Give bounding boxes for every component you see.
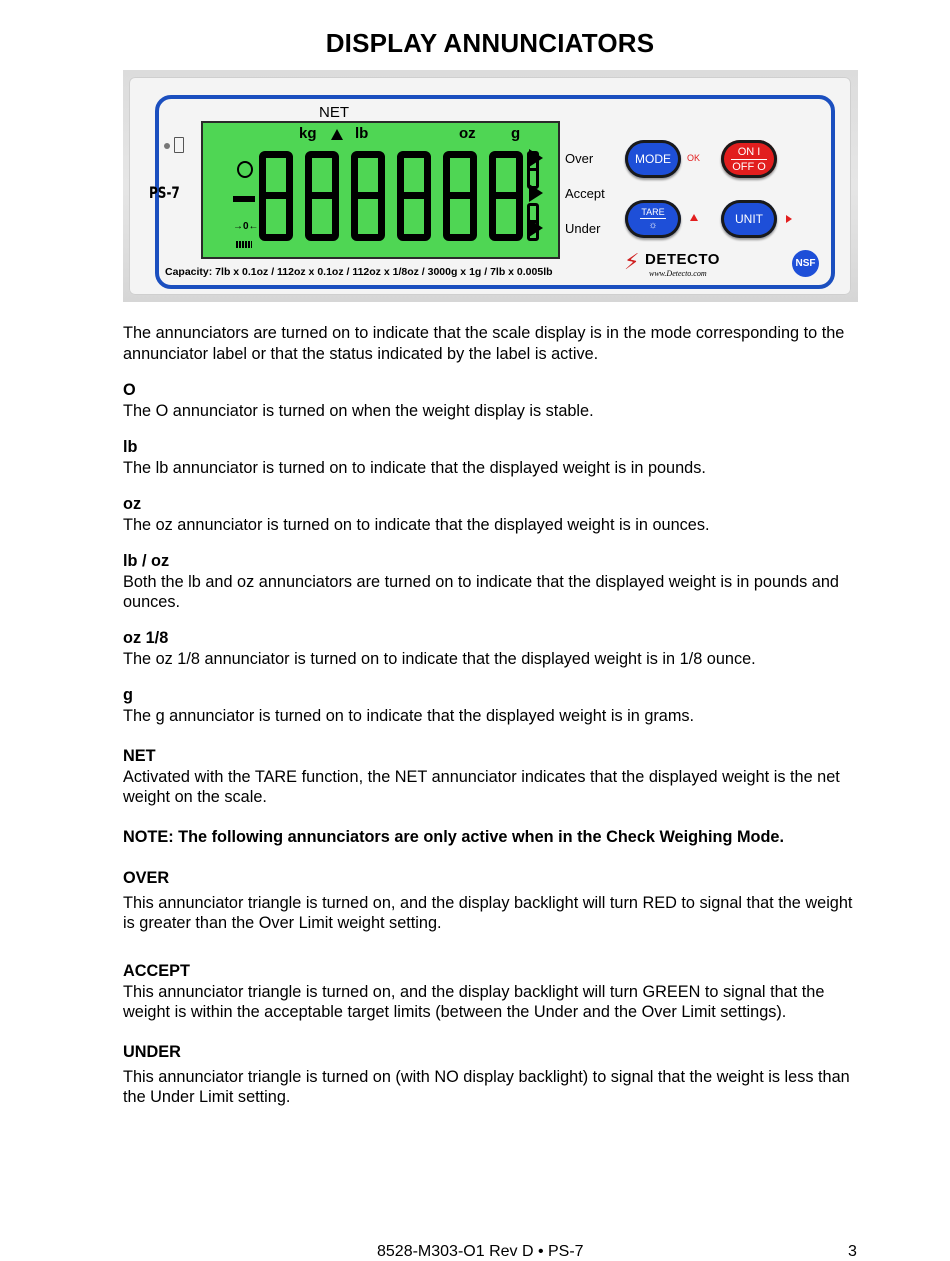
tare-button[interactable] [625, 200, 681, 238]
page-number: 3 [848, 1243, 857, 1260]
tare-button-label: TARE [641, 207, 665, 217]
unit-g: g [511, 125, 521, 142]
off-label: OFF O [732, 160, 766, 173]
accept-triangle-icon [529, 184, 543, 202]
unit-oz: oz [459, 125, 476, 142]
on-label: ON I [737, 145, 761, 158]
divider [640, 218, 666, 219]
item-heading: oz [123, 495, 142, 513]
annunciator-item [123, 685, 863, 726]
item-heading: NET [123, 747, 156, 765]
item-text: Activated with the TARE function, the NET annunciator indicates that the displayed weight is the net weight on the scale. [123, 767, 840, 806]
over-triangle-icon [529, 149, 543, 167]
check-weighing-note: NOTE: The following annunciators are only active when in the Check Weighing Mode. [123, 828, 784, 846]
accept-label: Accept [565, 186, 605, 201]
item-heading: lb [123, 438, 138, 456]
under-label: Under [565, 221, 601, 236]
lcd-digit [305, 151, 339, 241]
right-arrow-icon [786, 215, 792, 223]
lcd-digit [259, 151, 293, 241]
item-heading: g [123, 686, 133, 704]
annunciator-item [123, 437, 863, 478]
intro-paragraph: The annunciators are turned on to indicate that the scale display is in the mode corresponding to the annunciator label or that the status indicated by the label is active. [123, 324, 845, 363]
item-heading: O [123, 381, 136, 399]
item-text: This annunciator triangle is turned on, and the display backlight will turn RED to signal that the weight is greater than the Over Limit weight setting. [123, 893, 853, 932]
annunciator-item [123, 1042, 863, 1108]
annunciator-item [123, 628, 863, 669]
divider [731, 159, 767, 160]
lcd-digit [489, 151, 523, 241]
item-heading: UNDER [123, 1043, 181, 1061]
minus-sign [233, 196, 255, 202]
power-button[interactable] [721, 140, 777, 178]
brand-url: www.Detecto.com [649, 269, 707, 278]
scale-display-photo [123, 70, 858, 302]
lcd-digit [397, 151, 431, 241]
capacity-label: Capacity: 7lb x 0.1oz / 112oz x 0.1oz / 112oz x 1/8oz / 3000g x 1g / 7lb x 0.005lb [165, 266, 553, 278]
model-label: PS-7 [149, 183, 180, 202]
item-heading: oz 1/8 [123, 629, 169, 647]
annunciator-item [123, 551, 863, 613]
item-text: The oz annunciator is turned on to indicate that the displayed weight is in ounces. [123, 515, 710, 534]
page-title: DISPLAY ANNUNCIATORS [325, 28, 655, 58]
item-text: The lb annunciator is turned on to indicate that the displayed weight is in pounds. [123, 458, 706, 477]
item-heading: OVER [123, 869, 170, 887]
zero-icon: →0← [233, 221, 259, 232]
annunciator-item [123, 961, 863, 1023]
unit-lb: lb [355, 125, 369, 142]
item-text: The O annunciator is turned on when the weight display is stable. [123, 401, 594, 420]
low-battery-icon [236, 241, 252, 248]
net-triangle-icon [331, 129, 343, 140]
mode-button[interactable] [625, 140, 681, 178]
over-label: Over [565, 151, 594, 166]
backlight-icon: ☼ [648, 220, 658, 231]
lcd-display [201, 121, 560, 259]
annunciator-item [123, 380, 863, 421]
unit-button[interactable] [721, 200, 777, 238]
unit-kg: kg [299, 125, 317, 142]
battery-icon [174, 137, 184, 153]
net-label: NET [319, 104, 349, 121]
item-text: The oz 1/8 annunciator is turned on to indicate that the displayed weight is in 1/8 ounce. [123, 649, 756, 668]
mode-button-label: MODE [635, 152, 671, 166]
item-text: This annunciator triangle is turned on, and the display backlight will turn GREEN to signal that the weight is within the acceptable target limits (between the Under and the Over Limit settings). [123, 982, 825, 1021]
document-footer: 8528-M303-O1 Rev D • PS-7 [377, 1243, 584, 1260]
stable-icon [237, 161, 253, 178]
annunciator-item [123, 746, 863, 808]
lcd-digit [443, 151, 477, 241]
lcd-digit [351, 151, 385, 241]
item-heading: lb / oz [123, 552, 170, 570]
item-text: The g annunciator is turned on to indicate that the displayed weight is in grams. [123, 706, 695, 725]
brand-name: DETECTO [645, 251, 720, 268]
unit-button-label: UNIT [735, 212, 763, 226]
up-arrow-icon [690, 214, 698, 221]
ok-label: OK [687, 153, 701, 163]
under-triangle-icon [529, 219, 543, 237]
item-text: This annunciator triangle is turned on (with NO display backlight) to signal that the weight is less than the Under Limit setting. [123, 1067, 850, 1106]
detecto-logo-icon: ⚡ [624, 249, 640, 274]
annunciator-item [123, 868, 863, 934]
item-text: Both the lb and oz annunciators are turned on to indicate that the displayed weight is in pounds and ounces. [123, 572, 839, 611]
annunciator-item [123, 494, 863, 535]
item-heading: ACCEPT [123, 962, 190, 980]
faceplate [129, 77, 851, 295]
power-indicator-icon [164, 143, 170, 149]
nsf-logo: NSF [792, 250, 819, 277]
